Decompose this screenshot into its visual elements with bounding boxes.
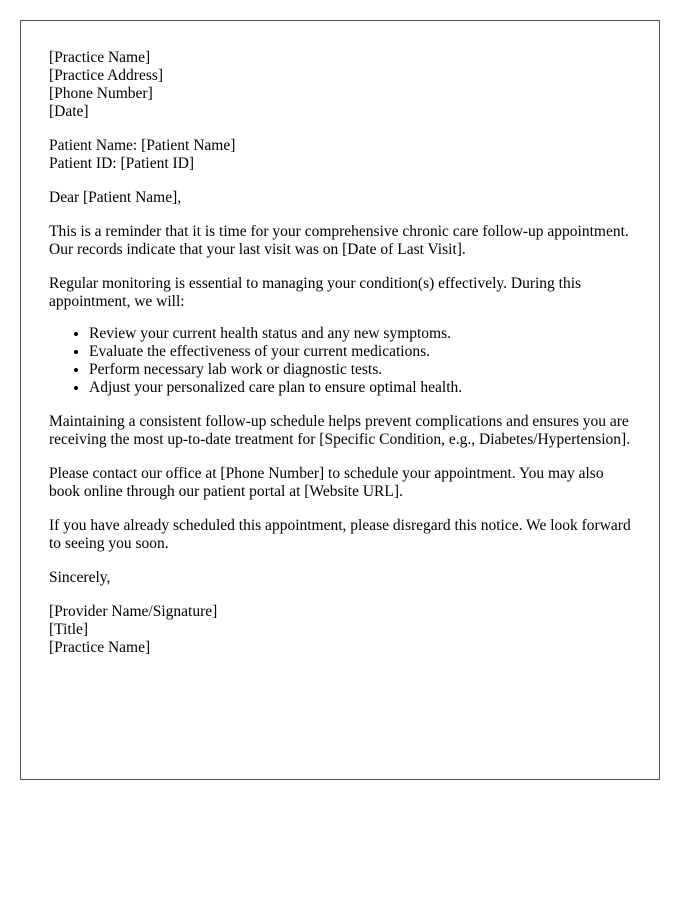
list-item: • Evaluate the effectiveness of your current medications. [89, 343, 631, 361]
signature-block [49, 603, 631, 657]
closing: Sincerely, [49, 569, 111, 586]
intro-paragraph: This is a reminder that it is time for your comprehensive chronic care follow-up appointment. Our records indicate that your last visit was on [Date of Last Visit]. [49, 223, 629, 258]
provider-signature: [Provider Name/Signature] [49, 603, 218, 620]
list-item: • Adjust your personalized care plan to ensure optimal health. [89, 379, 631, 397]
practice-phone: [Phone Number] [49, 85, 153, 102]
letter-page [20, 20, 660, 780]
letter-date: [Date] [49, 103, 89, 120]
list-item: • Review your current health status and any new symptoms. [89, 325, 631, 343]
already-scheduled-paragraph: If you have already scheduled this appointment, please disregard this notice. We look forward to seeing you soon. [49, 517, 631, 552]
signature-practice-name: [Practice Name] [49, 639, 151, 656]
patient-name: Patient Name: [Patient Name] [49, 137, 236, 154]
monitoring-paragraph: Regular monitoring is essential to managing your condition(s) effectively. During this appointment, we will: [49, 275, 582, 310]
list-item: • Perform necessary lab work or diagnostic tests. [89, 361, 631, 379]
patient-info [49, 137, 631, 173]
practice-header [49, 49, 631, 121]
contact-paragraph: Please contact our office at [Phone Number] to schedule your appointment. You may also book online through our patient portal at [Website URL]. [49, 465, 604, 500]
appointment-task-list [49, 325, 631, 397]
practice-address: [Practice Address] [49, 67, 164, 84]
schedule-paragraph: Maintaining a consistent follow-up schedule helps prevent complications and ensures you are receiving the most up-to-date treatment for [Specific Condition, e.g., Diabetes/Hypertension]. [49, 413, 631, 448]
salutation: Dear [Patient Name], [49, 189, 182, 206]
provider-title: [Title] [49, 621, 89, 638]
patient-id: Patient ID: [Patient ID] [49, 155, 195, 172]
practice-name: [Practice Name] [49, 49, 151, 66]
